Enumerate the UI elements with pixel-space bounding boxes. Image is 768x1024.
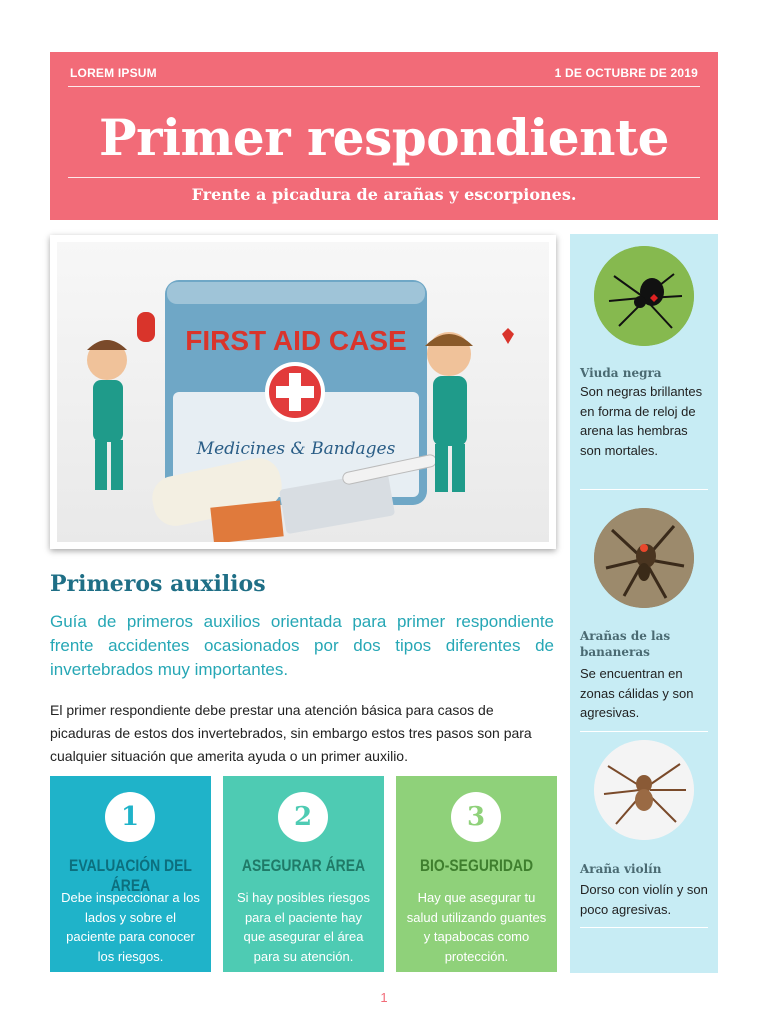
lead-paragraph: Guía de primeros auxilios orientada para primer respondiente frente accidentes ocasionados por dos tipos diferentes de invertebrados muy importantes. [50,612,554,679]
step-number: 1 [105,792,155,842]
black-widow-image [594,246,694,346]
first-aid-photo [57,242,549,542]
body-paragraph: El primer respondiente debe prestar una atención básica para casos de picaduras de estos dos invertebrados, sin embargo estos tres pasos son para cualquier situación que amerita ayuda o un primer auxilio. [50,702,532,764]
photo-frame [50,235,556,549]
step-number: 3 [451,792,501,842]
header-rule-top [68,86,700,87]
species-name: Araña violín [580,862,662,876]
sidebar [570,234,718,973]
banana-spider-image [594,508,694,608]
violin-spider-image [594,740,694,840]
sidebar-divider [580,489,708,490]
page-number: 1 [380,990,388,1005]
step-title: EVALUACIÓN DEL ÁREA [69,856,192,895]
brand-label: LOREM IPSUM [70,66,157,80]
case-subtitle-text: Medicines & Bandages [196,439,396,459]
spider-icon [594,508,694,608]
page-title: Primer respondiente [99,108,669,167]
step-text: Debe inspeccionar a los lados y sobre el paciente para conocer los riesgos. [61,890,200,964]
species-name: Viuda negra [580,366,662,380]
page-subtitle: Frente a picadura de arañas y escorpiones. [191,185,577,204]
step-title: ASEGURAR ÁREA [241,856,366,875]
first-aid-illustration [57,242,549,542]
header-rule-bottom [68,177,700,178]
spider-icon [594,740,694,840]
step-title: BIO-SEGURIDAD [419,856,534,875]
species-description: Son negras brillantes en forma de reloj de arena las hembras son mortales. [580,384,703,458]
step-text: Si hay posibles riesgos para el paciente hay que asegurar el área para su atención. [237,890,370,964]
issue-date: 1 DE OCTUBRE DE 2019 [554,66,698,80]
species-description: Se encuentran en zonas cálidas y son agresivas. [580,666,694,720]
header-banner [50,52,718,220]
species-name: Arañas de las bananeras [580,629,671,659]
section-heading: Primeros auxilios [50,571,266,597]
step-card-1 [50,776,211,972]
step-card-3 [396,776,557,972]
case-title-text: FIRST AID CASE [185,325,407,356]
sidebar-divider [580,731,708,732]
step-card-2 [223,776,384,972]
species-description: Dorso con violín y son poco agresivas. [580,882,708,917]
sidebar-divider [580,927,708,928]
step-text: Hay que asegurar tu salud utilizando guantes y tapabocas como protección. [406,890,547,964]
step-number: 2 [278,792,328,842]
spider-icon [594,246,694,346]
